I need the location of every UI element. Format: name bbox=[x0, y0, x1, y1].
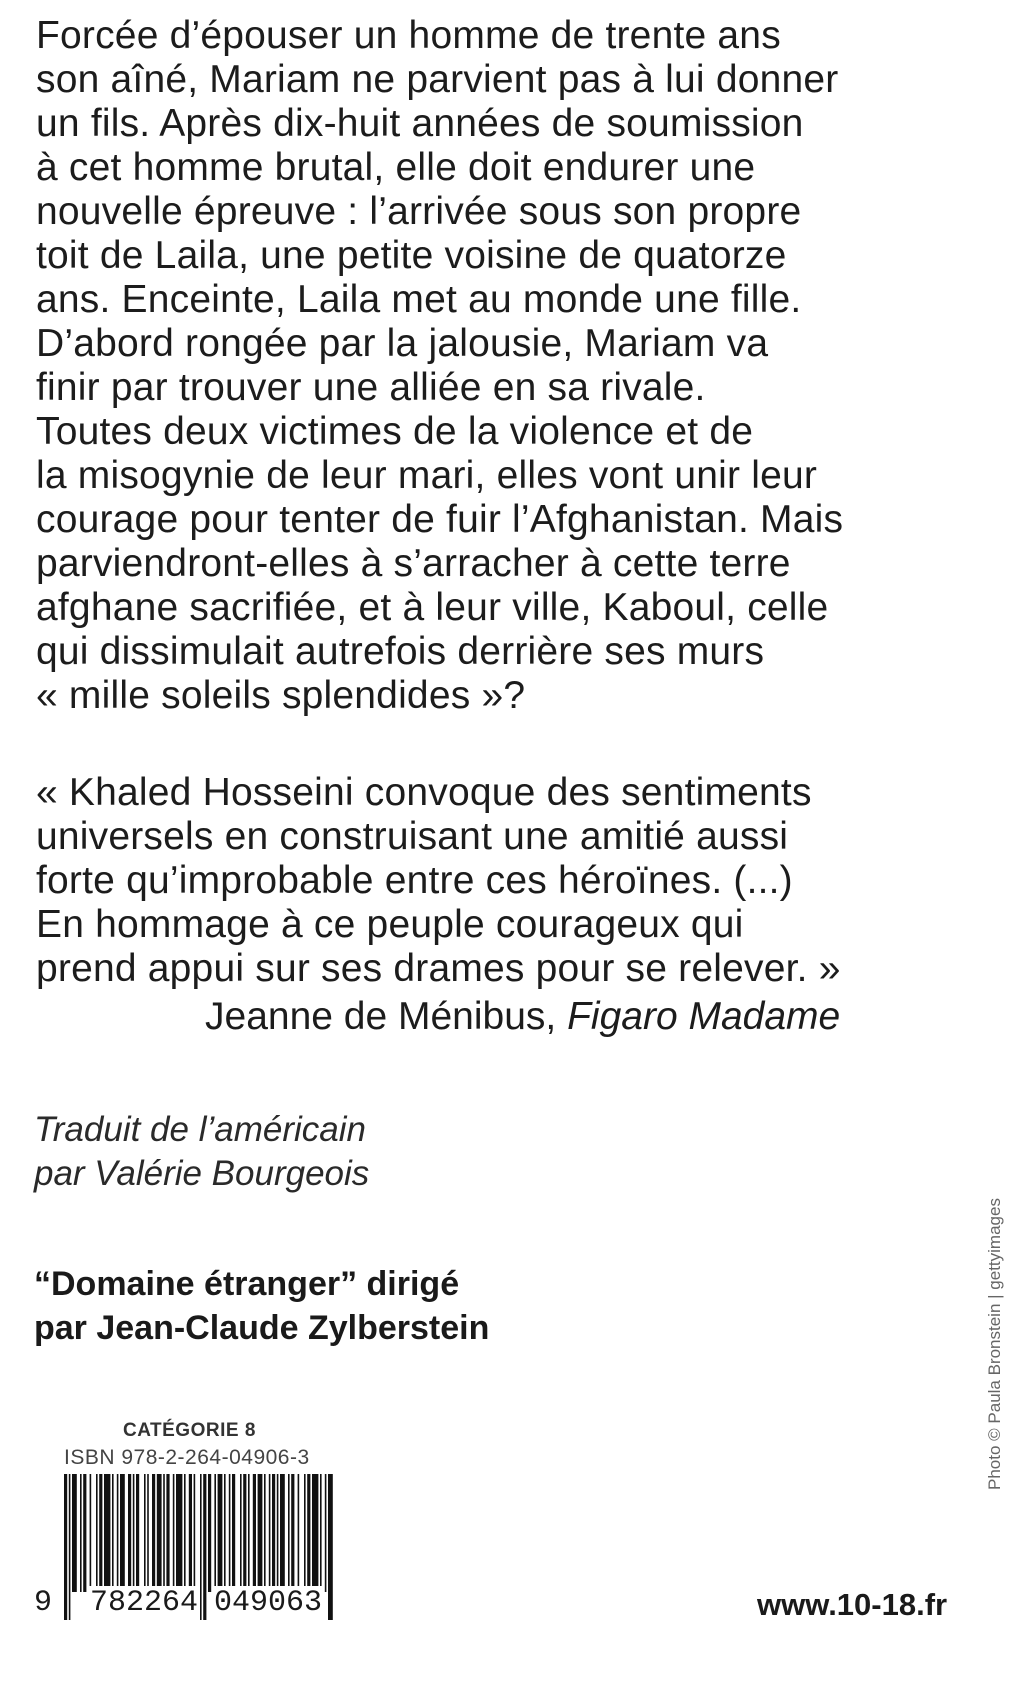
barcode-bar bbox=[64, 1474, 67, 1620]
barcode-bar bbox=[203, 1474, 206, 1620]
barcode-bar bbox=[312, 1474, 318, 1592]
quote-attribution bbox=[205, 995, 840, 1039]
collection-line: “Domaine étranger” dirigé bbox=[34, 1265, 460, 1303]
barcode-bar bbox=[277, 1474, 279, 1592]
barcode-bar bbox=[288, 1474, 290, 1592]
barcode-bar bbox=[128, 1474, 131, 1592]
quote-publication: Figaro Madame bbox=[567, 995, 841, 1038]
barcode-bar bbox=[163, 1474, 165, 1592]
barcode-bar bbox=[133, 1474, 135, 1592]
synopsis-line: finir par trouver une alliée en sa rivale. bbox=[36, 366, 706, 409]
quote-line: « Khaled Hosseini convoque des sentiments bbox=[36, 771, 812, 814]
barcode-bar bbox=[218, 1474, 223, 1592]
barcode-bar bbox=[291, 1474, 294, 1592]
barcode-bar bbox=[258, 1474, 263, 1592]
barcode-bar bbox=[96, 1474, 98, 1592]
barcode-bar bbox=[229, 1474, 231, 1592]
synopsis-line: Forcée d’épouser un homme de trente ans bbox=[36, 14, 781, 57]
barcode-bar bbox=[214, 1474, 216, 1592]
barcode-bar bbox=[307, 1474, 310, 1592]
barcode-bar bbox=[280, 1474, 285, 1592]
barcode-bar bbox=[83, 1474, 86, 1592]
translation-line: Traduit de l’américain bbox=[34, 1110, 366, 1149]
barcode-bar bbox=[120, 1474, 125, 1592]
barcode-bar bbox=[144, 1474, 146, 1592]
barcode-bar bbox=[269, 1474, 271, 1592]
publisher-website: www.10-18.fr bbox=[757, 1587, 948, 1622]
barcode-bar bbox=[176, 1474, 182, 1592]
barcode-bar bbox=[104, 1474, 110, 1592]
barcode-bar bbox=[208, 1474, 211, 1592]
barcode-bar bbox=[136, 1474, 139, 1592]
barcode-first-digit: 9 bbox=[34, 1586, 53, 1620]
barcode-bar bbox=[304, 1474, 306, 1592]
synopsis-line: un fils. Après dix-huit années de soumission bbox=[36, 102, 804, 145]
quote-author: Jeanne de Ménibus, bbox=[205, 995, 568, 1038]
barcode-bar bbox=[166, 1474, 169, 1592]
barcode-bar bbox=[232, 1474, 235, 1592]
synopsis-line: parviendront-elles à s’arracher à cette terre bbox=[36, 542, 791, 585]
barcode-bar bbox=[240, 1474, 242, 1592]
barcode-bar bbox=[99, 1474, 102, 1592]
barcode-bar bbox=[72, 1474, 77, 1592]
barcode-bar bbox=[248, 1474, 250, 1592]
barcode-bar bbox=[264, 1474, 266, 1592]
price-category: CATÉGORIE 8 bbox=[123, 1420, 256, 1441]
quote-line: En hommage à ce peuple courageux qui bbox=[36, 903, 744, 946]
quote-line: prend appui sur ses drames pour se relever. » bbox=[36, 947, 841, 990]
synopsis-line: Toutes deux victimes de la violence et de bbox=[36, 410, 754, 453]
barcode-bar bbox=[112, 1474, 114, 1592]
barcode-bar bbox=[320, 1474, 322, 1592]
photo-credit: Photo © Paula Bronstein | gettyimages bbox=[985, 1198, 1004, 1490]
synopsis-line: à cet homme brutal, elle doit endurer une bbox=[36, 146, 756, 189]
synopsis-line: toit de Laila, une petite voisine de quatorze bbox=[36, 234, 787, 277]
translator-line: par Valérie Bourgeois bbox=[34, 1154, 370, 1193]
barcode-bar bbox=[157, 1474, 162, 1592]
synopsis-line: son aîné, Mariam ne parvient pas à lui donner bbox=[36, 58, 839, 101]
barcode-bar bbox=[152, 1474, 155, 1592]
collection-editor-line: par Jean-Claude Zylberstein bbox=[34, 1309, 490, 1347]
barcode-bar bbox=[184, 1474, 186, 1592]
quote-line: universels en construisant une amitié aussi bbox=[36, 815, 789, 858]
synopsis-line: afghane sacrifiée, et à leur ville, Kaboul, celle bbox=[36, 586, 829, 629]
barcode-digits-left: 782264 bbox=[90, 1586, 199, 1620]
barcode-bar bbox=[272, 1474, 275, 1592]
barcode-bar bbox=[194, 1474, 196, 1592]
synopsis-line: courage pour tenter de fuir l’Afghanistan. Mais bbox=[36, 498, 844, 541]
barcode-bar bbox=[224, 1474, 226, 1592]
barcode-bar bbox=[173, 1474, 175, 1592]
barcode-bar bbox=[253, 1474, 256, 1592]
quote-line: forte qu’improbable entre ces héroïnes. (...) bbox=[36, 859, 793, 902]
barcode-bar bbox=[189, 1474, 192, 1592]
isbn: ISBN 978-2-264-04906-3 bbox=[64, 1446, 310, 1469]
synopsis-line: ans. Enceinte, Laila met au monde une fille. bbox=[36, 278, 802, 321]
barcode-bar bbox=[147, 1474, 149, 1592]
barcode-bar bbox=[243, 1474, 246, 1592]
synopsis-line: D’abord rongée par la jalousie, Mariam va bbox=[36, 322, 769, 365]
barcode-bar bbox=[80, 1474, 82, 1592]
barcode-bar bbox=[298, 1474, 300, 1592]
synopsis-line: nouvelle épreuve : l’arrivée sous son propre bbox=[36, 190, 802, 233]
barcode-bar bbox=[69, 1474, 71, 1620]
synopsis-line: la misogynie de leur mari, elles vont unir leur bbox=[36, 454, 818, 497]
barcode-digits-right: 049063 bbox=[214, 1586, 323, 1620]
synopsis-line: « mille soleils splendides »? bbox=[36, 674, 526, 717]
synopsis-line: qui dissimulait autrefois derrière ses murs bbox=[36, 630, 765, 673]
barcode-bar bbox=[90, 1474, 92, 1592]
barcode-bar bbox=[328, 1474, 333, 1620]
barcode-bar bbox=[325, 1474, 327, 1592]
barcode-bar bbox=[117, 1474, 119, 1592]
barcode-bar bbox=[200, 1474, 202, 1620]
